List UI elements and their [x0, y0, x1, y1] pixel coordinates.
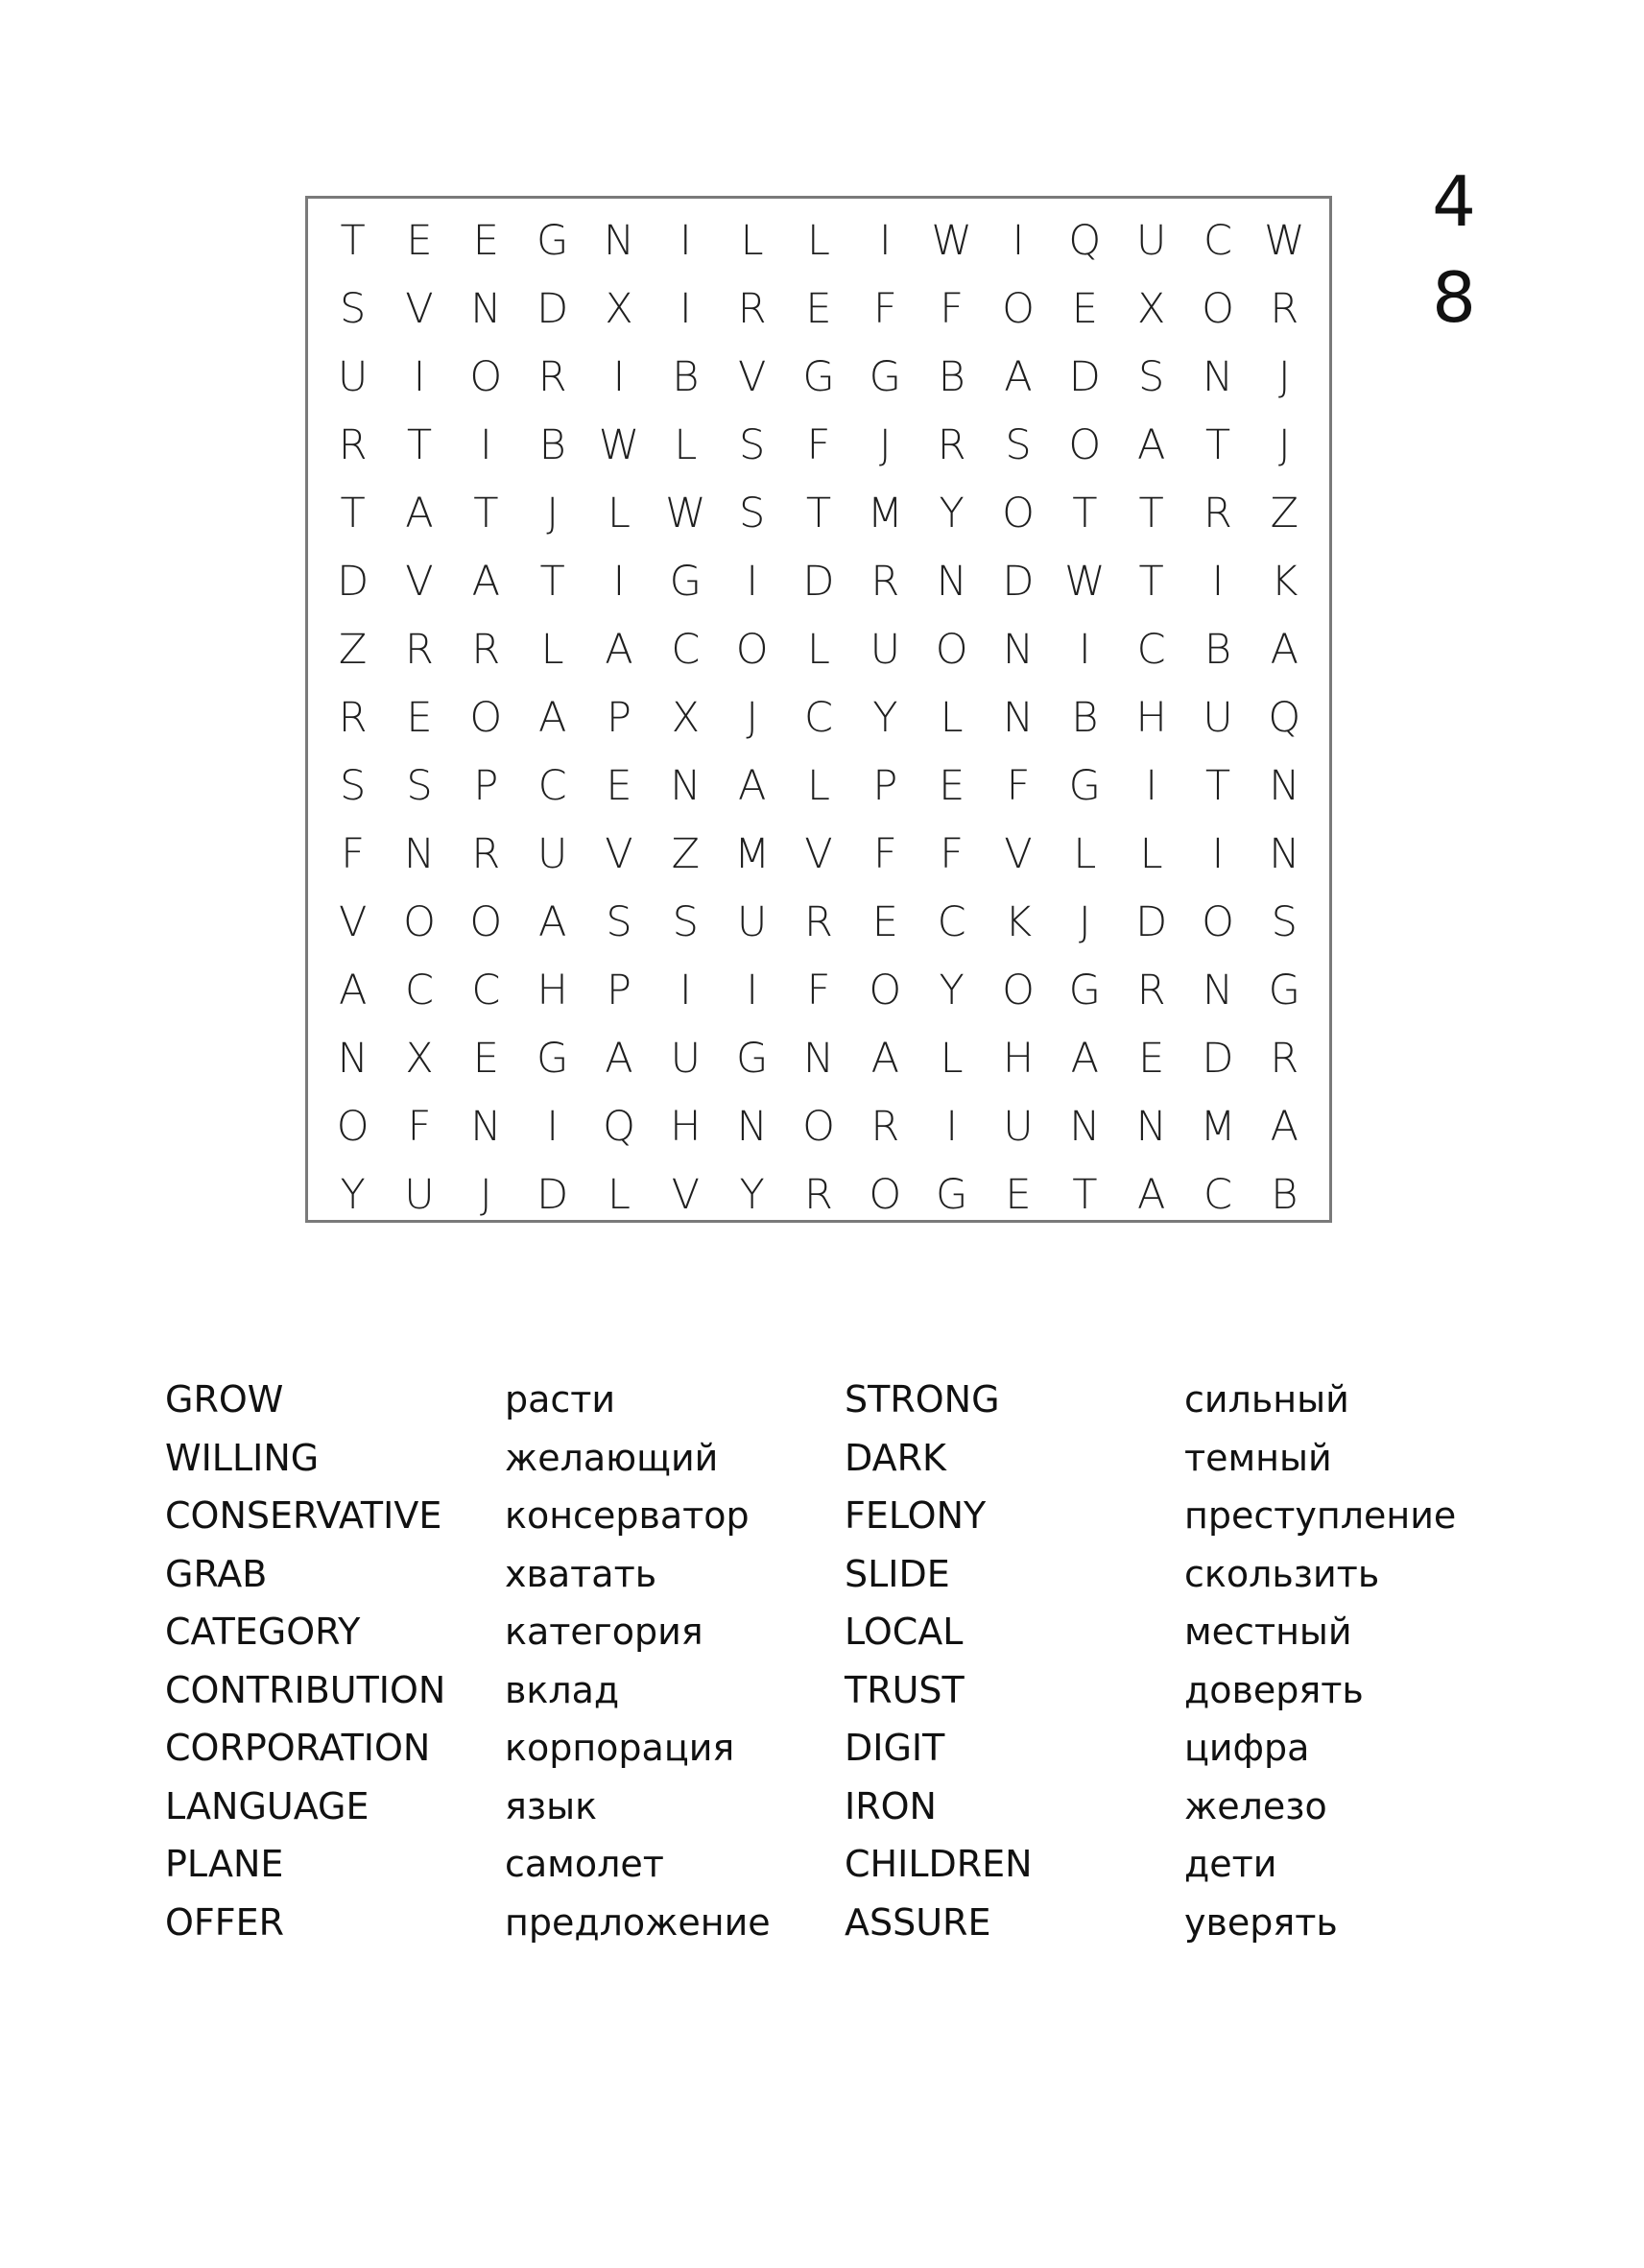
grid-letter[interactable]: T — [1204, 420, 1231, 469]
grid-letter[interactable]: O — [469, 352, 503, 401]
page-number — [1420, 154, 1488, 346]
grid-letter[interactable]: W — [931, 216, 972, 265]
grid-letter[interactable]: S — [1005, 420, 1032, 469]
grid-letter[interactable]: C — [937, 897, 966, 946]
english-word: STRONG — [845, 1378, 1000, 1420]
grid-letter[interactable]: I — [546, 1102, 559, 1151]
grid-letter[interactable]: A — [471, 557, 501, 606]
english-word: CATEGORY — [165, 1611, 361, 1653]
grid-letter[interactable]: N — [403, 829, 436, 878]
letter-grid — [308, 199, 1329, 1220]
russian-translation: доверять — [1184, 1668, 1364, 1711]
grid-letter[interactable]: R — [338, 420, 368, 469]
russian-translations-column-1 — [505, 1371, 845, 1951]
grid-letter[interactable]: P — [473, 761, 499, 810]
grid-letter[interactable]: S — [340, 284, 367, 333]
russian-translations-column-2 — [1184, 1371, 1509, 1951]
grid-letter[interactable]: P — [872, 761, 898, 810]
grid-letter[interactable]: B — [1071, 693, 1099, 742]
grid-letter[interactable]: V — [737, 352, 767, 401]
english-word: PLANE — [165, 1843, 284, 1885]
grid-letter[interactable]: N — [670, 761, 702, 810]
grid-letter[interactable]: S — [340, 761, 367, 810]
grid-letter[interactable]: O — [1002, 284, 1035, 333]
grid-letter[interactable]: E — [939, 761, 965, 810]
grid-letter[interactable]: T — [1072, 1170, 1098, 1219]
grid-letter[interactable]: X — [671, 693, 701, 742]
grid-letter[interactable]: B — [538, 420, 566, 469]
grid-letter[interactable]: R — [804, 1170, 833, 1219]
grid-letter[interactable]: A — [605, 1034, 633, 1083]
english-word: LOCAL — [845, 1611, 964, 1653]
grid-letter[interactable]: T — [473, 489, 499, 537]
english-word: SLIDE — [845, 1552, 950, 1595]
grid-letter[interactable]: M — [734, 829, 771, 878]
grid-letter[interactable]: F — [940, 284, 965, 333]
grid-letter[interactable]: D — [1202, 1034, 1234, 1083]
grid-letter[interactable]: F — [341, 829, 366, 878]
russian-translation: дети — [1184, 1843, 1277, 1885]
grid-letter[interactable]: D — [1002, 557, 1035, 606]
grid-letter[interactable]: A — [1004, 352, 1033, 401]
grid-letter[interactable]: R — [937, 420, 966, 469]
grid-letter[interactable]: X — [1136, 284, 1166, 333]
grid-letter[interactable]: J — [479, 1170, 492, 1219]
grid-letter[interactable]: U — [1135, 216, 1167, 265]
grid-letter[interactable]: F — [872, 829, 897, 878]
grid-letter[interactable]: T — [340, 216, 366, 265]
grid-letter[interactable]: S — [1271, 897, 1298, 946]
grid-letter[interactable]: A — [737, 761, 767, 810]
grid-letter[interactable]: K — [1271, 557, 1299, 606]
grid-letter[interactable]: F — [806, 966, 831, 1015]
grid-letter[interactable]: V — [605, 829, 633, 878]
grid-letter[interactable]: L — [674, 420, 698, 469]
grid-letter[interactable]: U — [670, 1034, 702, 1083]
grid-letter[interactable]: C — [537, 761, 567, 810]
grid-letter[interactable]: T — [539, 557, 565, 606]
grid-letter[interactable]: U — [536, 829, 568, 878]
grid-letter[interactable]: R — [1270, 284, 1299, 333]
russian-translation: предложение — [505, 1900, 771, 1944]
grid-letter[interactable]: F — [1006, 761, 1031, 810]
grid-letter[interactable]: V — [671, 1170, 701, 1219]
grid-letter[interactable]: N — [337, 1034, 369, 1083]
grid-letter[interactable]: L — [1139, 829, 1163, 878]
grid-letter[interactable]: H — [1002, 1034, 1035, 1083]
grid-letter[interactable]: I — [878, 216, 892, 265]
grid-letter[interactable]: C — [471, 966, 501, 1015]
grid-letter[interactable]: U — [1003, 1102, 1034, 1151]
grid-letter[interactable]: J — [878, 420, 892, 469]
grid-letter[interactable]: R — [804, 897, 833, 946]
grid-letter[interactable]: O — [1202, 897, 1234, 946]
grid-letter[interactable]: H — [1135, 693, 1167, 742]
grid-letter[interactable]: A — [537, 897, 567, 946]
russian-translation: расти — [505, 1378, 616, 1420]
russian-translation: язык — [505, 1784, 598, 1827]
grid-letter[interactable]: R — [471, 829, 501, 878]
grid-letter[interactable]: N — [1269, 829, 1300, 878]
grid-letter[interactable]: P — [607, 693, 631, 742]
grid-letter[interactable]: R — [1203, 489, 1232, 537]
grid-letter[interactable]: N — [802, 1034, 835, 1083]
grid-letter[interactable]: A — [338, 966, 368, 1015]
grid-letter[interactable]: A — [405, 489, 434, 537]
english-word: GROW — [165, 1378, 284, 1420]
grid-letter[interactable]: Z — [671, 829, 701, 878]
english-word: CORPORATION — [165, 1727, 431, 1769]
grid-letter[interactable]: M — [867, 489, 903, 537]
grid-letter[interactable]: T — [406, 420, 433, 469]
grid-letter[interactable]: G — [669, 557, 702, 606]
grid-letter[interactable]: S — [739, 489, 766, 537]
russian-translation: уверять — [1184, 1900, 1338, 1944]
grid-letter[interactable]: L — [608, 489, 631, 537]
grid-letter[interactable]: A — [1270, 625, 1299, 674]
russian-translation: корпорация — [505, 1727, 735, 1769]
grid-letter[interactable]: Q — [1068, 216, 1102, 265]
grid-letter[interactable]: P — [607, 966, 631, 1015]
grid-letter[interactable]: D — [536, 284, 569, 333]
grid-letter[interactable]: O — [1002, 966, 1035, 1015]
grid-letter[interactable]: G — [936, 1170, 968, 1219]
grid-letter[interactable]: I — [612, 557, 626, 606]
grid-letter[interactable]: V — [405, 284, 434, 333]
russian-translation: вклад — [505, 1668, 620, 1711]
grid-letter[interactable]: L — [540, 625, 564, 674]
grid-letter[interactable]: R — [1270, 1034, 1299, 1083]
grid-letter[interactable]: C — [404, 966, 434, 1015]
english-word: FELONY — [845, 1494, 987, 1537]
russian-translation: преступление — [1184, 1494, 1457, 1537]
grid-letter[interactable]: G — [1068, 966, 1101, 1015]
russian-translation: темный — [1184, 1436, 1332, 1479]
grid-letter[interactable]: R — [338, 693, 368, 742]
grid-letter[interactable]: I — [413, 352, 426, 401]
english-word: WILLING — [165, 1436, 320, 1479]
grid-letter[interactable]: U — [736, 897, 768, 946]
grid-letter[interactable]: N — [1002, 693, 1035, 742]
russian-translation: консерватор — [505, 1494, 750, 1537]
grid-letter[interactable]: I — [746, 966, 758, 1015]
grid-letter[interactable]: T — [1204, 761, 1231, 810]
grid-letter[interactable]: Y — [739, 1170, 765, 1219]
grid-letter[interactable]: D — [536, 1170, 569, 1219]
grid-letter[interactable]: C — [1203, 216, 1232, 265]
grid-letter[interactable]: E — [871, 897, 898, 946]
grid-letter[interactable]: I — [679, 966, 692, 1015]
word-list — [165, 1371, 1509, 1951]
grid-letter[interactable]: O — [469, 897, 503, 946]
grid-letter[interactable]: W — [665, 489, 706, 537]
grid-letter[interactable]: K — [1004, 897, 1033, 946]
grid-letter[interactable]: D — [1135, 897, 1168, 946]
grid-letter[interactable]: N — [936, 557, 967, 606]
grid-letter[interactable]: E — [406, 216, 433, 265]
grid-letter[interactable]: I — [1211, 829, 1225, 878]
grid-letter[interactable]: F — [872, 284, 897, 333]
grid-letter[interactable]: I — [1012, 216, 1025, 265]
russian-translation: скользить — [1184, 1552, 1380, 1595]
grid-letter[interactable]: F — [806, 420, 831, 469]
english-word: CHILDREN — [845, 1843, 1033, 1885]
grid-letter[interactable]: O — [869, 966, 902, 1015]
grid-letter[interactable]: R — [870, 1102, 900, 1151]
english-words-column-2 — [845, 1371, 1184, 1951]
grid-letter[interactable]: D — [802, 557, 835, 606]
grid-letter[interactable]: B — [938, 352, 965, 401]
russian-translation: местный — [1184, 1611, 1352, 1653]
russian-translation: сильный — [1184, 1378, 1349, 1420]
english-word: DIGIT — [845, 1727, 945, 1769]
grid-letter[interactable]: R — [1136, 966, 1166, 1015]
grid-letter[interactable]: O — [735, 625, 769, 674]
grid-letter[interactable]: O — [469, 693, 503, 742]
grid-letter[interactable]: I — [679, 284, 692, 333]
grid-letter[interactable]: C — [1136, 625, 1166, 674]
grid-letter[interactable]: N — [603, 216, 635, 265]
grid-letter[interactable]: L — [1073, 829, 1097, 878]
grid-letter[interactable]: N — [1135, 1102, 1167, 1151]
grid-letter[interactable]: J — [1277, 352, 1291, 401]
grid-letter[interactable]: L — [608, 1170, 631, 1219]
grid-letter[interactable]: L — [807, 216, 830, 265]
grid-letter[interactable]: R — [471, 625, 501, 674]
grid-letter[interactable]: D — [1068, 352, 1101, 401]
grid-letter[interactable]: V — [338, 897, 368, 946]
grid-letter[interactable]: G — [802, 352, 835, 401]
grid-letter[interactable]: L — [740, 216, 764, 265]
grid-letter[interactable]: S — [606, 897, 632, 946]
english-word: IRON — [845, 1784, 937, 1827]
grid-letter[interactable]: G — [736, 1034, 769, 1083]
grid-letter[interactable]: A — [1136, 1170, 1166, 1219]
english-word: DARK — [845, 1436, 946, 1479]
grid-letter[interactable]: R — [537, 352, 567, 401]
english-word: ASSURE — [845, 1900, 991, 1944]
grid-letter[interactable]: S — [406, 761, 433, 810]
grid-letter[interactable]: G — [1068, 761, 1101, 810]
grid-letter[interactable]: O — [935, 625, 968, 674]
grid-letter[interactable]: R — [405, 625, 434, 674]
grid-letter[interactable]: N — [1202, 352, 1234, 401]
grid-letter[interactable]: R — [870, 557, 900, 606]
grid-letter[interactable]: A — [1136, 420, 1166, 469]
grid-letter[interactable]: N — [736, 1102, 768, 1151]
grid-letter[interactable]: Y — [872, 693, 898, 742]
english-word: GRAB — [165, 1552, 268, 1595]
grid-letter[interactable]: V — [804, 829, 833, 878]
grid-letter[interactable]: D — [337, 557, 369, 606]
grid-letter[interactable]: Z — [1270, 489, 1299, 537]
grid-letter[interactable]: O — [403, 897, 436, 946]
grid-letter[interactable]: S — [672, 897, 699, 946]
grid-letter[interactable]: T — [805, 489, 832, 537]
grid-letter[interactable]: B — [1271, 1170, 1299, 1219]
grid-letter[interactable]: X — [605, 284, 633, 333]
grid-letter[interactable]: G — [869, 352, 901, 401]
grid-letter[interactable]: A — [605, 625, 633, 674]
english-words-column-1 — [165, 1371, 505, 1951]
grid-letter[interactable]: J — [546, 489, 559, 537]
grid-letter[interactable]: N — [470, 284, 502, 333]
grid-letter[interactable]: W — [598, 420, 640, 469]
page-number-digit: 8 — [1432, 257, 1476, 338]
grid-letter[interactable]: J — [746, 693, 758, 742]
grid-letter[interactable]: L — [940, 693, 964, 742]
grid-letter[interactable]: G — [536, 216, 569, 265]
grid-letter[interactable]: V — [405, 557, 434, 606]
grid-letter[interactable]: U — [870, 625, 901, 674]
english-word: CONSERVATIVE — [165, 1494, 442, 1537]
grid-letter[interactable]: G — [1268, 966, 1300, 1015]
grid-letter[interactable]: N — [1269, 761, 1300, 810]
grid-letter[interactable]: N — [470, 1102, 502, 1151]
grid-letter[interactable]: A — [537, 693, 567, 742]
grid-letter[interactable]: C — [1203, 1170, 1232, 1219]
grid-letter[interactable]: I — [1211, 557, 1225, 606]
grid-letter[interactable]: L — [940, 1034, 964, 1083]
russian-translation: категория — [505, 1611, 703, 1653]
russian-translation: хватать — [505, 1552, 657, 1595]
grid-letter[interactable]: J — [1277, 420, 1291, 469]
grid-letter[interactable]: Q — [1268, 693, 1301, 742]
grid-letter[interactable]: T — [1072, 489, 1098, 537]
grid-letter[interactable]: O — [1202, 284, 1234, 333]
page-number-digit: 4 — [1432, 161, 1476, 242]
english-word: LANGUAGE — [165, 1784, 369, 1827]
grid-letter[interactable]: C — [671, 625, 701, 674]
grid-letter[interactable]: O — [336, 1102, 369, 1151]
grid-letter[interactable]: I — [679, 216, 692, 265]
grid-letter[interactable]: I — [746, 557, 758, 606]
grid-letter[interactable]: E — [1071, 284, 1098, 333]
grid-letter[interactable]: A — [1270, 1102, 1299, 1151]
grid-letter[interactable]: L — [807, 761, 830, 810]
grid-letter[interactable]: Z — [338, 625, 368, 674]
grid-letter[interactable]: B — [672, 352, 700, 401]
grid-letter[interactable]: F — [407, 1102, 432, 1151]
grid-letter[interactable]: U — [1203, 693, 1233, 742]
russian-translation: желающий — [505, 1436, 719, 1479]
grid-letter[interactable]: S — [739, 420, 766, 469]
english-word: OFFER — [165, 1900, 285, 1944]
grid-letter[interactable]: E — [606, 761, 632, 810]
grid-letter[interactable]: N — [1002, 625, 1035, 674]
grid-letter[interactable]: I — [945, 1102, 958, 1151]
grid-letter[interactable]: F — [940, 829, 965, 878]
grid-letter[interactable]: N — [1069, 1102, 1101, 1151]
grid-letter[interactable]: L — [807, 625, 830, 674]
grid-letter[interactable]: A — [870, 1034, 900, 1083]
russian-translation: железо — [1184, 1784, 1327, 1827]
grid-letter[interactable]: B — [1203, 625, 1232, 674]
english-word: TRUST — [845, 1668, 965, 1711]
grid-letter[interactable]: T — [1138, 489, 1164, 537]
russian-translation: цифра — [1184, 1727, 1310, 1769]
grid-letter[interactable]: E — [1005, 1170, 1032, 1219]
grid-letter[interactable]: N — [1202, 966, 1234, 1015]
grid-letter[interactable]: O — [869, 1170, 902, 1219]
grid-letter[interactable]: O — [1068, 420, 1102, 469]
grid-letter[interactable]: I — [479, 420, 492, 469]
grid-letter[interactable]: O — [1002, 489, 1035, 537]
grid-letter[interactable]: U — [404, 1170, 435, 1219]
english-word: CONTRIBUTION — [165, 1668, 446, 1711]
grid-letter[interactable]: I — [1145, 761, 1157, 810]
grid-letter[interactable]: E — [805, 284, 832, 333]
grid-letter[interactable]: Y — [939, 966, 965, 1015]
grid-letter[interactable]: E — [406, 693, 433, 742]
grid-letter[interactable]: Y — [340, 1170, 366, 1219]
grid-letter[interactable]: T — [1138, 557, 1164, 606]
grid-letter[interactable]: J — [1078, 897, 1091, 946]
grid-letter[interactable]: M — [1200, 1102, 1236, 1151]
grid-letter[interactable]: X — [405, 1034, 434, 1083]
grid-letter[interactable]: E — [472, 1034, 499, 1083]
grid-letter[interactable]: H — [536, 966, 568, 1015]
grid-letter[interactable]: R — [737, 284, 767, 333]
grid-letter[interactable]: Q — [603, 1102, 635, 1151]
grid-letter[interactable]: T — [340, 489, 366, 537]
word-search-grid — [305, 196, 1332, 1223]
grid-letter[interactable]: A — [1070, 1034, 1100, 1083]
grid-letter[interactable]: G — [536, 1034, 569, 1083]
grid-letter[interactable]: I — [1078, 625, 1091, 674]
grid-letter[interactable]: E — [472, 216, 499, 265]
grid-letter[interactable]: C — [803, 693, 833, 742]
grid-letter[interactable]: O — [802, 1102, 835, 1151]
grid-letter[interactable]: S — [1138, 352, 1165, 401]
grid-letter[interactable]: H — [670, 1102, 702, 1151]
grid-letter[interactable]: W — [1264, 216, 1305, 265]
grid-letter[interactable]: E — [1138, 1034, 1165, 1083]
grid-letter[interactable]: Y — [939, 489, 965, 537]
grid-letter[interactable]: U — [337, 352, 369, 401]
grid-letter[interactable]: I — [612, 352, 626, 401]
russian-translation: самолет — [505, 1843, 664, 1885]
grid-letter[interactable]: W — [1064, 557, 1106, 606]
grid-letter[interactable]: V — [1004, 829, 1033, 878]
